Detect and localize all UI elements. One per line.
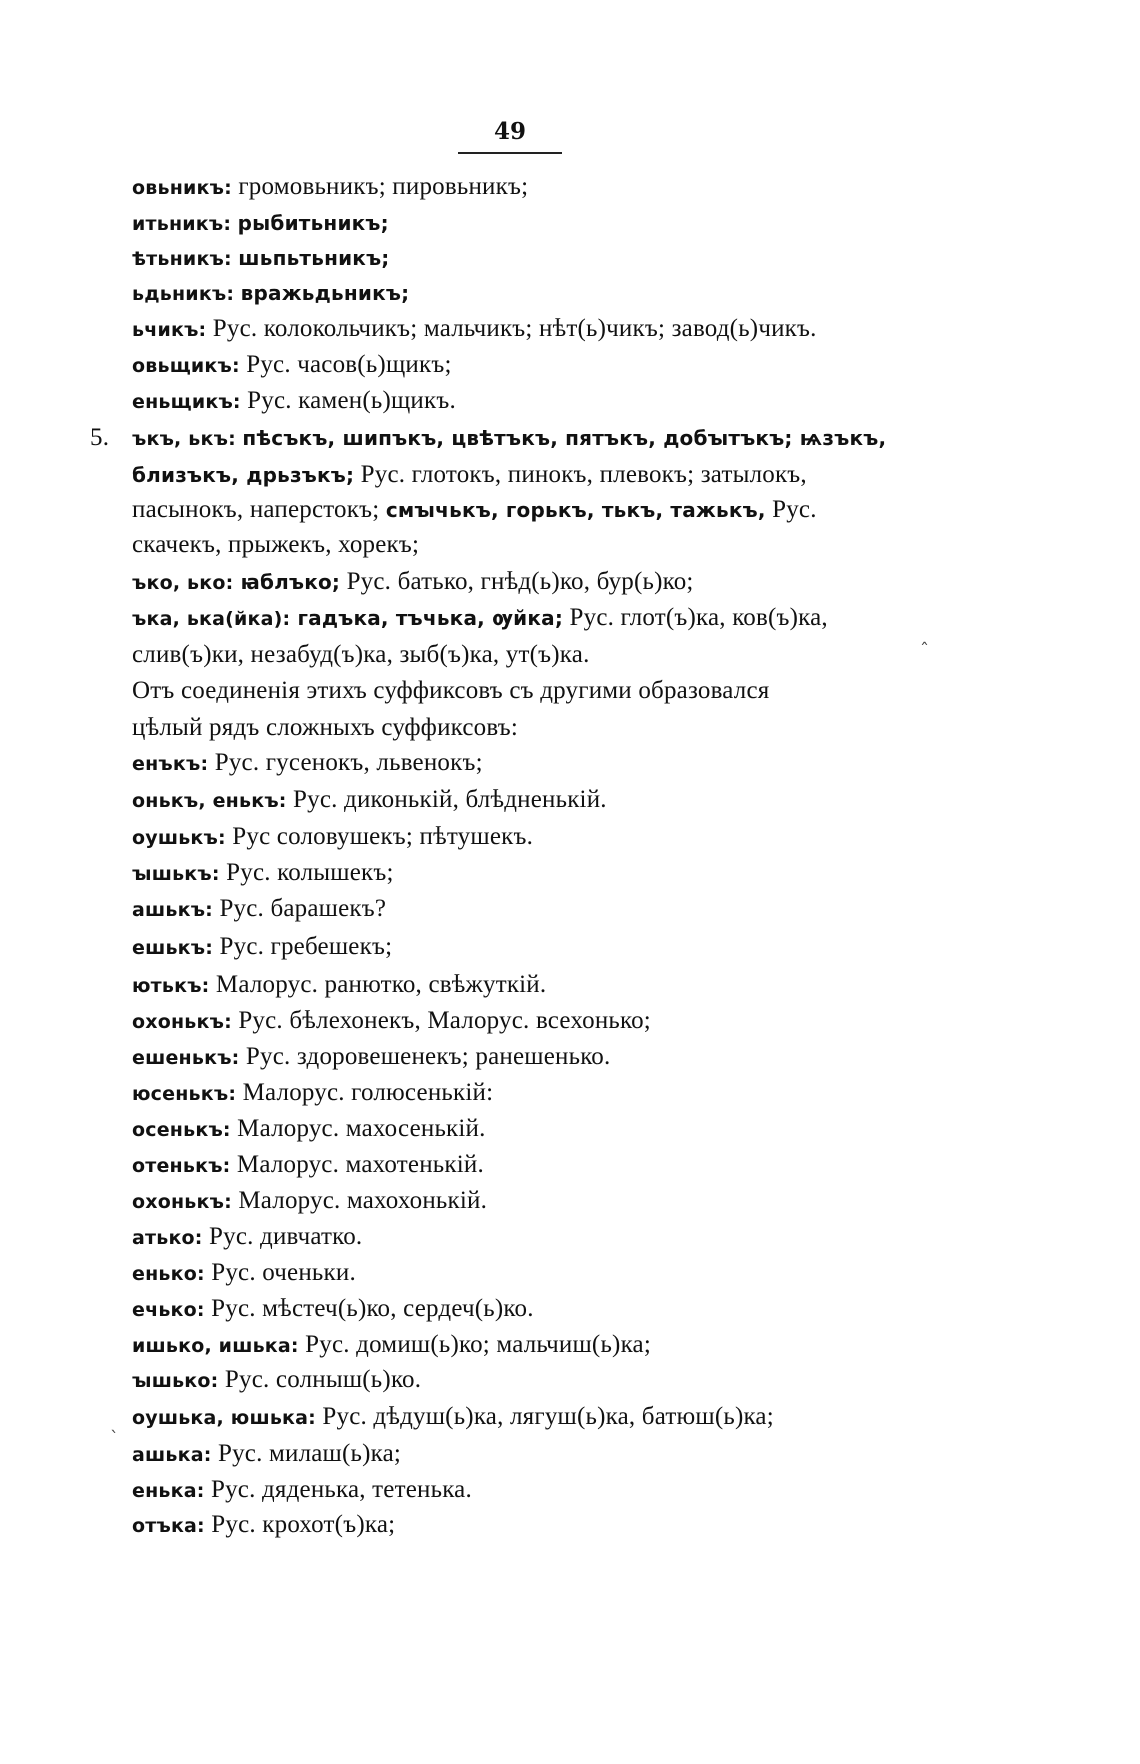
suffix-label: ѣтьникъ: <box>132 248 232 270</box>
entry-line <box>132 748 483 779</box>
entry-line <box>132 822 533 853</box>
entry-line <box>132 350 452 381</box>
entry-line <box>132 1114 486 1145</box>
entry-line <box>132 460 807 490</box>
example-text: Малорус. махохонькій. <box>231 1187 488 1214</box>
entry-line <box>132 676 769 706</box>
suffix-label: ꙑшькъ: <box>132 863 220 885</box>
example-text: Малорус. голюсенькій: <box>236 1079 494 1106</box>
example-text: Рус. глот(ъ)ка, ков(ъ)ка, <box>563 604 828 631</box>
entry-line <box>132 208 389 239</box>
suffix-label: ъка, ька(йка): <box>132 608 291 630</box>
example-text: Рус. мѣстеч(ь)ко, сердеч(ь)ко. <box>204 1295 534 1322</box>
suffix-label: онькъ, енькъ: <box>132 790 287 812</box>
example-text: Рус. оченьки. <box>204 1259 356 1286</box>
example-text: Рус. дивчатко. <box>202 1223 363 1250</box>
example-text: Рус. крохот(ъ)ка; <box>204 1511 396 1538</box>
entry-line <box>132 640 590 670</box>
stray-mark: ˋ <box>110 1428 119 1449</box>
suffix-label: енька: <box>132 1480 205 1502</box>
suffix-label: ьдьникъ: <box>132 283 235 305</box>
example-text: Рус. колокольчикъ; мальчикъ; нѣт(ь)чикъ; завод(ь)чикъ. <box>206 315 817 342</box>
example-text: Рус. барашекъ? <box>213 895 387 922</box>
old-slavonic-example: пѣсъкъ, шипъкъ, цвѣтъкъ, пятъкъ, добꙑтъкъ; ѩзъкъ, <box>242 426 887 450</box>
old-slavonic-example: вражьдьникъ; <box>240 281 410 305</box>
entry-line <box>132 530 419 560</box>
entry-line <box>132 1258 356 1289</box>
example-text: Рус. домиш(ь)ко; мальчиш(ь)ка; <box>298 1331 651 1358</box>
entry-line <box>132 1042 610 1073</box>
entry-line <box>132 1150 484 1181</box>
entry-line <box>132 386 456 417</box>
suffix-label: осенькъ: <box>132 1119 231 1141</box>
entry-line <box>132 1222 362 1253</box>
suffix-label: ешькъ: <box>132 937 214 959</box>
old-slavonic-example: ꙗблъко; <box>233 570 341 594</box>
example-text: пасынокъ, наперстокъ; <box>132 496 386 523</box>
example-text: Рус. гусенокъ, львенокъ; <box>208 749 483 776</box>
old-slavonic-example: шьпьтьникъ; <box>238 246 390 270</box>
entry-line <box>132 314 817 345</box>
old-slavonic-example: рыбитьникъ; <box>237 211 389 235</box>
suffix-label: ютькъ: <box>132 975 210 997</box>
suffix-label: охонькъ: <box>132 1011 232 1033</box>
example-text: Рус. гребешекъ; <box>213 933 393 960</box>
entry-line <box>132 567 694 598</box>
example-text: Малорус. махосенькій. <box>230 1115 486 1142</box>
section-number: 5. <box>90 424 110 451</box>
suffix-label: оушькъ: <box>132 827 226 849</box>
example-text: цѣлый рядъ сложныхъ суффиксовъ: <box>132 714 519 741</box>
example-text: скачекъ, прыжекъ, хорекъ; <box>132 531 420 558</box>
example-text: Рус. здоровешенекъ; ранешенько. <box>239 1043 611 1070</box>
suffix-label: юсенькъ: <box>132 1083 237 1105</box>
suffix-label: еньщикъ: <box>132 391 241 413</box>
entry-line <box>132 1186 487 1217</box>
suffix-label: ъкъ, ькъ: <box>132 428 236 450</box>
entry-line <box>132 1439 401 1470</box>
example-text: Рус. колышекъ; <box>219 859 394 886</box>
entry-line <box>132 858 394 889</box>
page-number-rule <box>458 152 562 154</box>
entry-line <box>132 1330 651 1361</box>
suffix-label: енъкъ: <box>132 753 209 775</box>
entry-line <box>132 1402 774 1433</box>
suffix-label: атько: <box>132 1227 203 1249</box>
suffix-label: ишько, ишька: <box>132 1335 299 1357</box>
entry-line <box>132 1294 534 1325</box>
entry-line <box>132 970 546 1001</box>
suffix-label: овьникъ: <box>132 177 232 199</box>
entry-line <box>132 495 817 525</box>
example-text: Рус. солныш(ь)ко. <box>218 1366 422 1393</box>
old-slavonic-example: близъкъ, дрьзъкъ; <box>132 463 355 487</box>
entry-line <box>132 1006 651 1037</box>
suffix-label: енько: <box>132 1263 205 1285</box>
entry-line <box>132 1365 421 1396</box>
suffix-label: итьникъ: <box>132 213 232 235</box>
example-text: Отъ соединенія этихъ суффиксовъ съ другими образовался <box>132 677 770 704</box>
old-slavonic-example: гадъка, тъчька, ѹйка; <box>290 606 564 630</box>
example-text: Рус. глотокъ, пинокъ, плевокъ; затылокъ, <box>354 461 807 488</box>
suffix-label: отъка: <box>132 1515 205 1537</box>
suffix-label: ашькъ: <box>132 899 213 921</box>
example-text: громовьникъ; пировьникъ; <box>231 173 529 200</box>
example-text: Малорус. ранютко, свѣжуткій. <box>209 971 547 998</box>
entry-line <box>132 278 409 309</box>
example-text: Рус. дѣдуш(ь)ка, лягуш(ь)ка, батюш(ь)ка; <box>315 1403 774 1430</box>
entry-line <box>132 603 828 634</box>
entry-line <box>132 785 607 816</box>
entry-line <box>132 243 390 274</box>
suffix-label: отенькъ: <box>132 1155 231 1177</box>
entry-line <box>132 1078 493 1109</box>
suffix-label: ꙑшько: <box>132 1370 219 1392</box>
old-slavonic-example: смꙑчькъ, горькъ, тькъ, тажькъ, <box>385 498 766 522</box>
entry-line <box>132 932 392 963</box>
example-text: Рус. дяденька, тетенька. <box>204 1476 472 1503</box>
suffix-label: охонькъ: <box>132 1191 232 1213</box>
example-text: Рус соловушекъ; пѣтушекъ. <box>225 823 534 850</box>
entry-line <box>90 423 887 454</box>
suffix-label: ечько: <box>132 1299 205 1321</box>
suffix-label: ашька: <box>132 1444 212 1466</box>
example-text: Рус. милаш(ь)ка; <box>211 1440 402 1467</box>
suffix-label: оушька, юшька: <box>132 1407 316 1429</box>
entry-line <box>132 172 528 203</box>
entry-line <box>132 713 518 743</box>
entry-line <box>132 1475 472 1506</box>
suffix-label: ьчикъ: <box>132 319 207 341</box>
example-text: Малорус. махотенькій. <box>230 1151 484 1178</box>
page-number: 49 <box>493 118 526 145</box>
example-text: Рус. бѣлехонекъ, Малорус. всехонько; <box>231 1007 651 1034</box>
stray-mark: ˆ <box>920 640 929 661</box>
example-text: слив(ъ)ки, незабуд(ъ)ка, зыб(ъ)ка, ут(ъ)ка. <box>132 641 590 668</box>
entry-line <box>132 1510 395 1541</box>
example-text: Рус. диконькій, блѣдненькій. <box>286 786 607 813</box>
example-text: Рус. камен(ь)щикъ. <box>240 387 456 414</box>
suffix-label: ешенькъ: <box>132 1047 240 1069</box>
suffix-label: ъко, ько: <box>132 572 234 594</box>
example-text: Рус. часов(ь)щикъ; <box>239 351 452 378</box>
example-text: Рус. батько, гнѣд(ь)ко, бур(ь)ко; <box>340 568 694 595</box>
suffix-label: овьщикъ: <box>132 355 240 377</box>
entry-line <box>132 894 386 925</box>
example-text: Рус. <box>765 496 817 523</box>
